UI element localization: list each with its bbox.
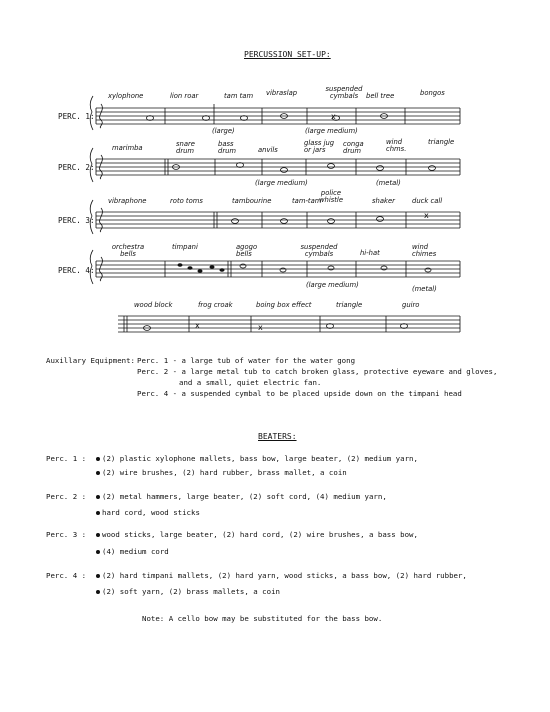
instrument-label: conga drum bbox=[343, 140, 364, 156]
instrument-label: duck call bbox=[412, 197, 443, 205]
instrument-label: snare drum bbox=[176, 140, 195, 156]
instrument-label: suspended cymbals bbox=[300, 243, 338, 259]
beater-label-perc-4: Perc. 4 : bbox=[46, 571, 87, 580]
mallet-icon bbox=[96, 511, 100, 515]
instrument-label: tam-tam bbox=[292, 197, 322, 205]
auxiliary-line: Perc. 4 - a suspended cymbal to be placed upside down on the timpani head bbox=[137, 389, 462, 398]
instrument-label: bongos bbox=[420, 89, 445, 97]
staff-label-perc-4: PERC. 4: bbox=[58, 266, 95, 275]
mallet-icon bbox=[96, 533, 100, 537]
instrument-label: timpani bbox=[172, 243, 198, 251]
instrument-label: glass jug or jars bbox=[304, 139, 335, 155]
svg-text:x: x bbox=[424, 211, 429, 220]
size-note: (large medium) bbox=[306, 281, 359, 289]
instrument-label: tam tam bbox=[224, 92, 254, 100]
staff-label-perc-1: PERC. 1: bbox=[58, 112, 95, 121]
auxiliary-line: and a small, quiet electric fan. bbox=[179, 378, 322, 387]
size-note: (large medium) bbox=[255, 179, 308, 187]
beater-text: (2) hard timpani mallets, (2) hard yarn, wood sticks, a bass bow, (2) hard rubber, bbox=[102, 571, 467, 580]
beater-text: (2) soft yarn, (2) brass mallets, a coin bbox=[102, 587, 280, 596]
instrument-label: vibraphone bbox=[108, 197, 147, 205]
beater-text: (2) plastic xylophone mallets, bass bow, large beater, (2) medium yarn, bbox=[102, 454, 418, 463]
instrument-label: shaker bbox=[372, 197, 395, 205]
size-note: (metal) bbox=[376, 179, 401, 187]
instrument-label: wind chms. bbox=[386, 138, 407, 154]
staff-perc-2 bbox=[96, 159, 460, 175]
auxiliary-line: Perc. 2 - a large metal tub to catch broken glass, protective eyeware and gloves, bbox=[137, 367, 498, 376]
mallet-icon bbox=[96, 550, 100, 554]
auxiliary-line: Perc. 1 - a large tub of water for the water gong bbox=[137, 356, 356, 365]
size-note: (metal) bbox=[412, 285, 437, 293]
instrument-label: bell tree bbox=[366, 92, 395, 100]
svg-text:x: x bbox=[331, 112, 336, 121]
instrument-label: suspended cymbals bbox=[325, 85, 363, 101]
beater-line bbox=[96, 572, 467, 579]
instrument-label: anvils bbox=[258, 146, 278, 154]
staff-perc-4 bbox=[96, 261, 460, 277]
instrument-label: agogo bells bbox=[236, 243, 258, 259]
instrument-label: triangle bbox=[428, 138, 455, 146]
mallet-icon bbox=[96, 574, 100, 578]
beater-text: wood sticks, large beater, (2) hard cord, (2) wire brushes, a bass bow, bbox=[102, 530, 418, 539]
footnote: Note: A cello bow may be substituted for the bass bow. bbox=[142, 614, 383, 623]
staff-label-perc-2: PERC. 2: bbox=[58, 163, 95, 172]
instrument-label: police whistle bbox=[318, 189, 344, 205]
instrument-label: triangle bbox=[336, 301, 363, 309]
beater-label-perc-2: Perc. 2 : bbox=[46, 492, 87, 501]
svg-text:x: x bbox=[195, 321, 200, 330]
instrument-label: boing box effect bbox=[256, 301, 312, 309]
beater-line bbox=[96, 469, 347, 476]
instrument-label: tambourine bbox=[232, 197, 272, 205]
instrument-label: bass drum bbox=[218, 140, 237, 156]
auxiliary-heading: Auxillary Equipment: bbox=[46, 356, 135, 365]
mallet-icon bbox=[96, 590, 100, 594]
instrument-label: wood block bbox=[134, 301, 173, 309]
beater-line bbox=[96, 548, 169, 555]
beater-label-perc-1: Perc. 1 : bbox=[46, 454, 87, 463]
mallet-icon bbox=[96, 495, 100, 499]
beater-text: (2) wire brushes, (2) hard rubber, brass mallet, a coin bbox=[102, 468, 347, 477]
mallet-icon bbox=[96, 471, 100, 475]
size-note: (large medium) bbox=[305, 127, 358, 135]
instrument-label: frog croak bbox=[198, 301, 233, 309]
beater-label-perc-3: Perc. 3 : bbox=[46, 530, 87, 539]
beater-text: hard cord, wood sticks bbox=[102, 508, 200, 517]
staff-perc-1 bbox=[96, 104, 460, 124]
instrument-label: orchestra bells bbox=[111, 243, 145, 259]
beater-text: (2) metal hammers, large beater, (2) soft cord, (4) medium yarn, bbox=[102, 492, 387, 501]
svg-text:x: x bbox=[258, 323, 263, 332]
mallet-icon bbox=[96, 457, 100, 461]
setup-title: PERCUSSION SET-UP: bbox=[244, 50, 331, 59]
size-note: (large) bbox=[212, 127, 235, 135]
instrument-label: vibraslap bbox=[266, 89, 298, 97]
staff-label-perc-3: PERC. 3: bbox=[58, 216, 95, 225]
beaters-title: BEATERS: bbox=[258, 432, 297, 441]
instrument-label: guiro bbox=[402, 301, 420, 309]
beater-text: (4) medium cord bbox=[102, 547, 169, 556]
beater-line bbox=[96, 493, 387, 500]
beater-line bbox=[96, 531, 418, 538]
instrument-label: xylophone bbox=[108, 92, 144, 100]
beater-line bbox=[96, 509, 200, 516]
instrument-label: lion roar bbox=[170, 92, 199, 100]
beater-line bbox=[96, 455, 418, 462]
beater-line bbox=[96, 588, 280, 595]
instrument-label: wind chimes bbox=[412, 243, 437, 259]
instrument-label: hi-hat bbox=[360, 249, 380, 257]
staff-perc-3 bbox=[96, 212, 460, 228]
instrument-label: roto toms bbox=[170, 197, 203, 205]
instrument-label: marimba bbox=[112, 144, 143, 152]
staff-extra bbox=[118, 316, 460, 332]
